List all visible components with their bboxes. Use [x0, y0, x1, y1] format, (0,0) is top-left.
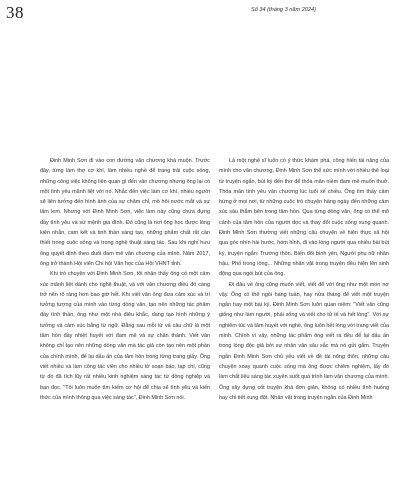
right-column — [219, 156, 389, 403]
paragraph: Là một nghệ sĩ luôn có ý thức khám phá, công hiến tài năng của mình cho văn chương, Đinh Minh Sơn thể sức mình với nhiều thể loại từ truyện ngắn, bút ký đến thơ để thỏa mãn niềm đam mê muốn thuở. Thỏa mãn tình yêu văn chương lúc tuổi xế chiều. Ông tìm thấy cảm hứng ở mọi nơi, từ những cuộc trò chuyện hàng ngày đến những cảm xúc sâu thẳm bên trong tâm hồn. Qua từng dòng văn, ông có thể mô cảnh của tâm hồn của người đọc và thay đổi cuộc sống xung quanh. Đinh Minh Sơn thường viết những câu chuyện về hiện thực xã hội qua góc nhìn hài hước, hóm hỉnh, đi vào lòng người qua nhiều bài bút ký, truyện ngắn: Trường thôn, Biến đổi bình yên, Người phụ nữ nhân hậu, Phố trong lòng... Những nhân vật trong truyện đều hiện lên sinh động qua ngòi bút của ông. — [219, 158, 389, 278]
issue-label: Số 34 (tháng 3 năm 2024) — [251, 7, 316, 13]
paragraph: Đinh Minh Sơn đi vào con đường văn chương khá muộn. Trước đây, từng làm thợ cơ khí, làm nhiều nghề để trang trải cuộc sống, những công việc không liên quan gì đến văn chương nhưng ông lại có một tình yêu mãnh liệt với nó. Nhắc đến việc làm cơ khí, nhiều người sẽ liên tưởng đến hình ảnh của sự chăm chỉ, mồ hôi nước mắt và sự lấm lem. Nhưng với Đinh Minh Sơn, việc làm này cũng chứa đựng đầy tình yêu và sứ mệnh gia đình. Đó cũng là nơi ông học được lòng kiên nhẫn, cam kết và tinh thần sáng tạo, những phẩm chất rất cần thiết trong cuộc sống và trong nghệ thuật sáng tác. Sau khi nghỉ hưu ông quyết định theo đuổi đam mê văn chương của mình. Năm 2017, ông trở thành Hội viên Chi hội Văn học của Hội VHNT tỉnh. — [40, 158, 210, 267]
paragraph: Khi trò chuyện với Đinh Minh Sơn, tôi nhận thấy ông có một cảm xúc mãnh liệt dành cho nghệ thuật, và với văn chương điều đó càng trở nên rõ ràng hơn bao giờ hết. Khi viết văn ông đưa cảm xúc và trí tưởng tượng của mình vào từng dòng văn, tạo nên những tác phẩm đầy tình thần, ông như một nhà điêu khắc, dang tạo hình những ý tưởng và cảm xúc bằng từ ngữ. Đằng sau mỗi từ và câu chữ là một tâm hồn đầy nhiệt huyết với đam mê và sự chân thành. Viết văn không chỉ tạo nên những dòng văn mà tác giả còn tạo nên một phần của chính mình, để lại dấu ấn của tâm hồn trong từng trang giấy. Ông viết nhiều và làm công tác viên cho nhiều tờ soạn báo, tạp chí, cũng từ đó đã tích lũy rất nhiều kinh nghiệm sáng tác từ đồng nghiệp và bạn đọc. "Tôi luôn muốn tìm kiếm cơ hội để chia sẻ tình yêu và kiến thức của mình thông qua việc sáng tác", Đinh Minh Sơn nói. — [40, 271, 210, 401]
page-number: 38 — [6, 3, 24, 22]
left-column — [40, 156, 210, 403]
paragraph: Đi đâu về ông cũng muốn viết, viết để với ông như một món nợ vậy. Ông có thể ngồi hàng tuần, hay nửa tháng để viết một truyện ngắn hay một bài ký. Đinh Minh Sơn luôn quan niệm: "Viết văn cũng giống như làm người, phải sống và viết cho tử tế và hết lòng". Với sự nghiêm túc và tâm huyết với nghề, ông luôn hết lòng với trang viết của mình. Chính vì vậy, những tác phẩm ông viết ra đều để lại dấu ấn trong lòng độc giả bởi sự nhân văn sâu sắc mà nó gửi gắm. Truyện ngắn Đinh Minh Sơn chủ yếu viết về đề tài nông thôn, những câu chuyện xoay quanh cuộc sống mà ông được chiêm nghiệm, lấy đó làm chất liệu sáng tác xuyên suốt quá trình làm văn chương của mình. Ông xây dựng cốt truyện khá đơn giản, không có nhiều tình huống hay chi tiết xung đột. Nhân vật trong truyện ngắn của Đinh Minh — [219, 281, 389, 401]
